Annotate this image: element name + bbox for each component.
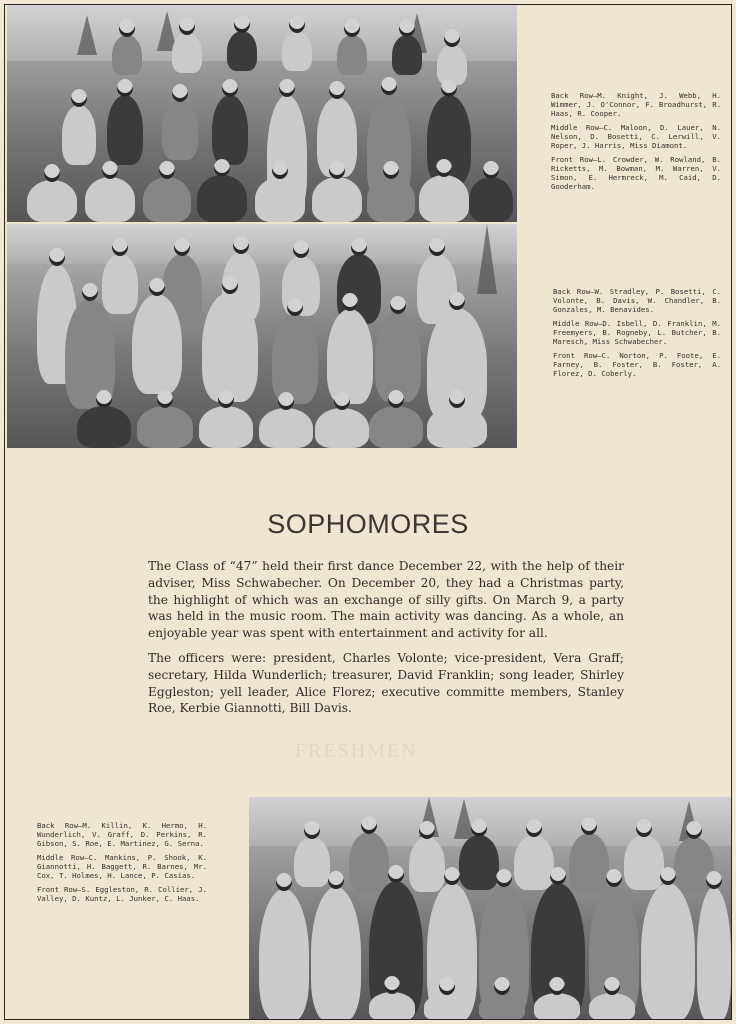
bleed-through-text: FRESHMEN — [295, 740, 418, 762]
page-title: SOPHOMORES — [267, 509, 469, 539]
yearbook-page — [4, 4, 732, 1020]
photo-1-middle-row: Middle Row—C. Maloon, D. Lauer, N. Nelson, D. Bosetti, C. Lerwill, V. Roper, J. Harris, Miss Diamont. — [551, 123, 721, 150]
photo-2-caption — [553, 287, 721, 383]
class-photo-2 — [7, 224, 517, 448]
class-photo-1 — [7, 5, 517, 222]
class-photo-3 — [249, 797, 732, 1020]
paragraph-events: The Class of “47” held their first dance December 22, with the help of their adviser, Miss Schwabecher. On December 20, they had a Christmas party, the highlight of which was an exchange of silly gifts. On March 9, a party was held in the music room. The main activity was dancing. As a whole, an enjoyable year was spent with entertainment and activity for all. — [148, 559, 624, 641]
article-body — [148, 558, 624, 725]
photo-1-back-row: Back Row—M. Knight, J. Webb, H. Wimmer, J. O'Connor, F. Broadhurst, R. Haas, R. Cooper. — [551, 91, 721, 118]
photo-1-front-row: Front Row—L. Crowder, W. Rowland, B. Ricketts, M. Bowman, M. Warren, V. Simon, E. Hermreck, M. Caid, D. Gooderham. — [551, 155, 721, 191]
paragraph-officers: The officers were: president, Charles Volonte; vice-president, Vera Graff; secretary, Hilda Wunderlich; treasurer, David Franklin; song leader, Shirley Eggleston; yell leader, Alice Florez; executive committe members, Stanley Roe, Kerbie Giannotti, Bill Davis. — [148, 650, 624, 716]
photo-3-caption — [37, 821, 207, 908]
photo-3-middle-row: Middle Row—C. Mankins, P. Shook, K. Giannotti, H. Baggett, R. Barnes, Mr. Cox, T. Holmes, H. Lance, P. Casias. — [37, 853, 207, 880]
photo-2-middle-row: Middle Row—D. Isbell, D. Franklin, M. Freemyers, B. Rogneby, L. Butcher, B. Maresch, Miss Schwabecher. — [553, 319, 721, 346]
photo-2-back-row: Back Row—W. Stradley, P. Bosetti, C. Volonte, B. Davis, W. Chandler, B. Gonzales, M. Benavides. — [553, 287, 721, 314]
photo-3-front-row: Front Row—S. Eggleston, R. Collier, J. Valley, D. Kuntz, L. Junker, C. Haas. — [37, 885, 207, 903]
photo-2-front-row: Front Row—C. Norton, P. Foote, E. Farney, B. Foster, B. Foster, A. Florez, D. Coberly. — [553, 351, 721, 378]
photo-1-caption — [551, 91, 721, 196]
photo-3-back-row: Back Row—M. Killin, K. Hermo, H. Wunderlich, V. Graff, D. Perkins, R. Gibson, S. Roe, E. Martinez, G. Serna. — [37, 821, 207, 848]
